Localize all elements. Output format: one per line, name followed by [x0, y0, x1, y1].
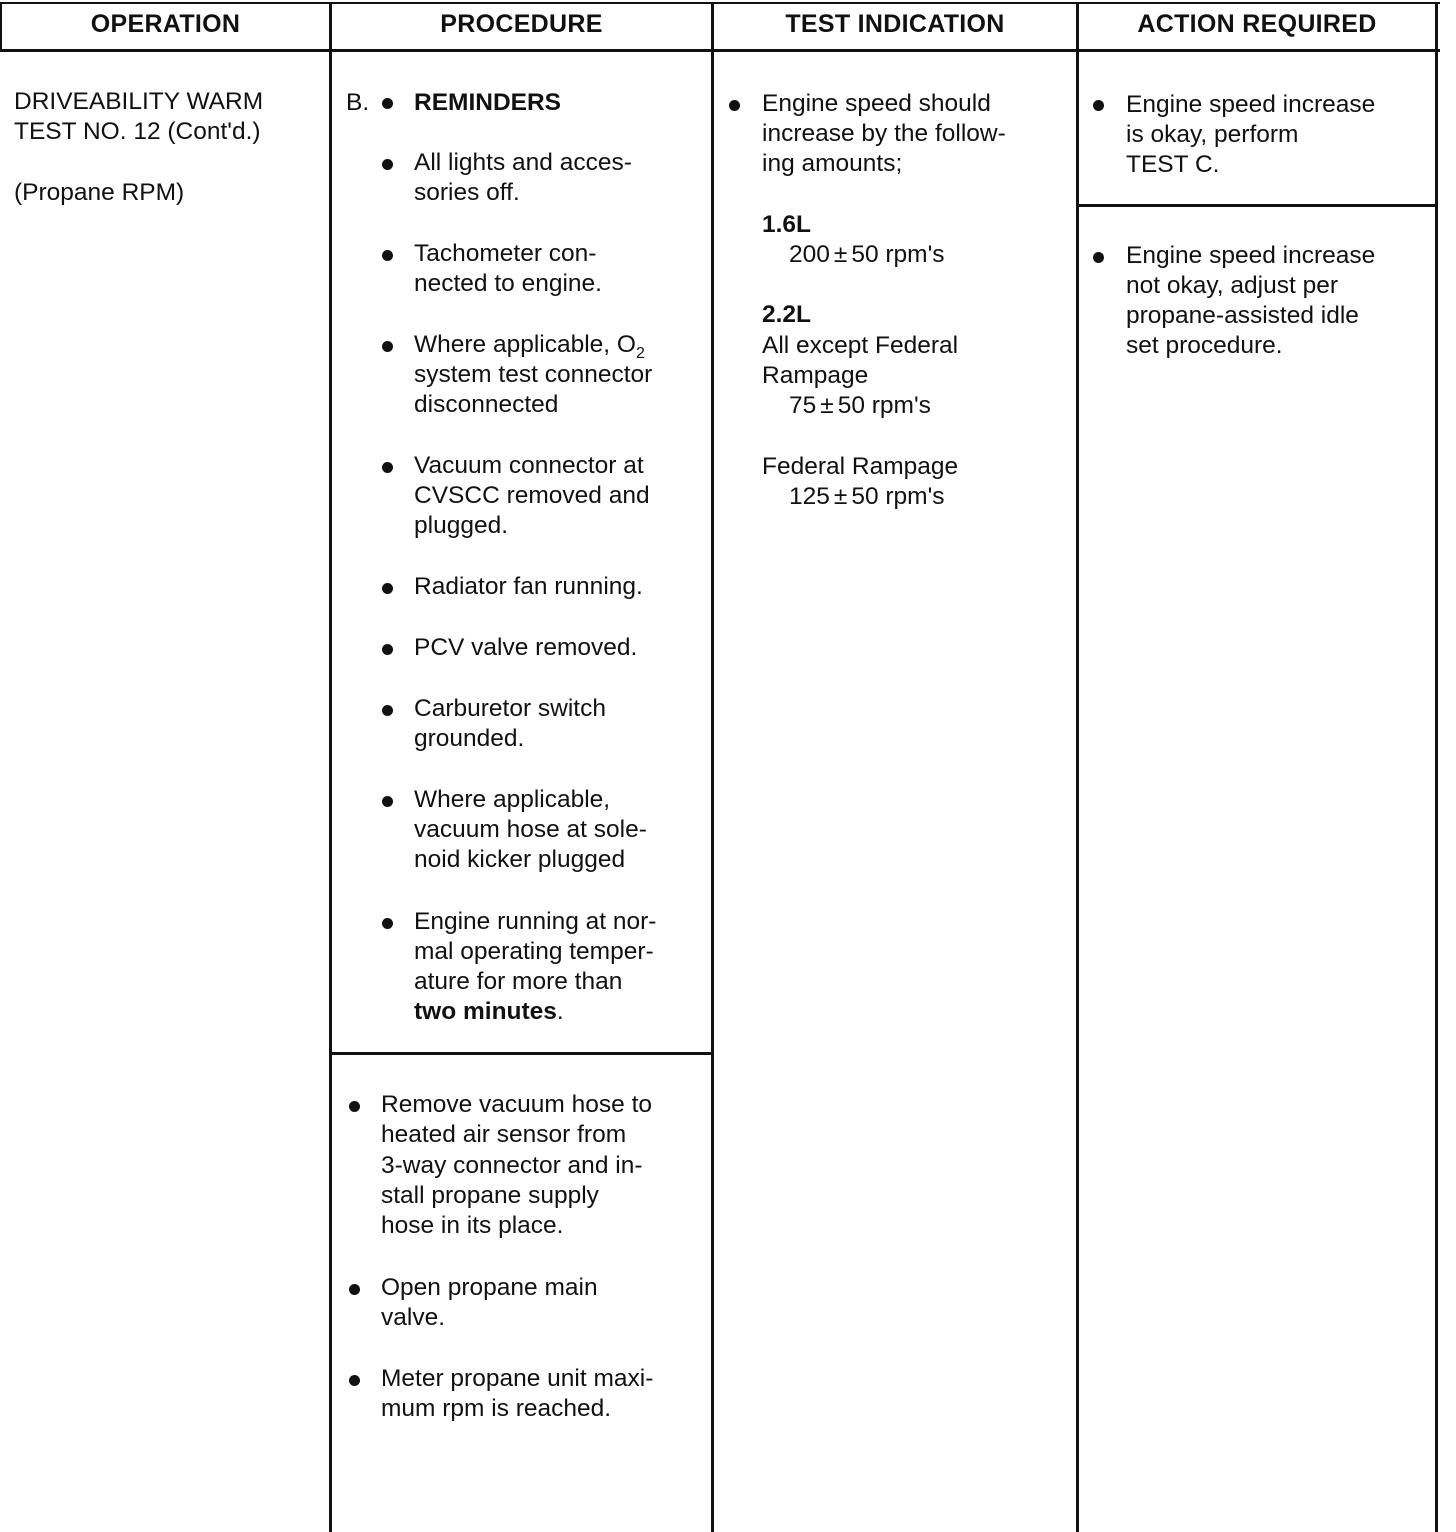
plus-minus-icon: ± — [833, 483, 848, 510]
action-line: Engine speed increase — [1126, 242, 1376, 269]
reminder-line: PCV valve removed. — [414, 634, 638, 661]
reminder-line: nected to engine. — [414, 270, 602, 297]
o2-subscript: 2 — [635, 344, 645, 362]
step-line: 3-way connector and in- — [381, 1152, 643, 1179]
engine-2-2l-label: 2.2L — [762, 301, 812, 328]
bullet-icon — [382, 341, 393, 352]
spec-value: 75 — [789, 392, 817, 419]
reminder-line: Vacuum connector at — [414, 452, 644, 479]
emphasis-text: two minutes — [414, 998, 557, 1025]
spec-value: 125 — [789, 483, 830, 510]
header-action-required: ACTION REQUIRED — [1137, 10, 1377, 38]
divider-operation-procedure — [329, 2, 332, 1532]
step-line: hose in its place. — [381, 1212, 564, 1239]
reminder-line: Where applicable, — [414, 786, 611, 813]
step-line: mum rpm is reached. — [381, 1395, 612, 1422]
operation-subtitle: (Propane RPM) — [14, 179, 185, 206]
spec-tolerance: 50 rpm's — [851, 241, 945, 268]
reminder-line: Tachometer con- — [414, 240, 597, 267]
header-test-indication: TEST INDICATION — [785, 10, 1005, 38]
reminder-line: vacuum hose at sole- — [414, 816, 647, 843]
bullet-icon — [382, 705, 393, 716]
reminder-line: sories off. — [414, 179, 520, 206]
bullet-icon — [382, 918, 393, 929]
step-line: Meter propane unit maxi- — [381, 1365, 654, 1392]
bullet-icon — [729, 100, 740, 111]
bullet-icon — [382, 250, 393, 261]
spec-value: 200 — [789, 241, 830, 268]
step-line: Remove vacuum hose to — [381, 1091, 652, 1118]
reminder-line: plugged. — [414, 512, 509, 539]
indication-line: increase by the follow- — [762, 120, 1006, 147]
reminder-line: Carburetor switch — [414, 695, 606, 722]
bullet-icon — [382, 644, 393, 655]
reminder-line: grounded. — [414, 725, 525, 752]
spec-tolerance: 50 rpm's — [851, 483, 945, 510]
header-operation: OPERATION — [90, 10, 241, 38]
indication-line: Rampage — [762, 362, 869, 389]
bullet-icon — [349, 1101, 360, 1112]
reminder-text: Where applicable, O — [414, 331, 636, 358]
step-line: heated air sensor from — [381, 1121, 627, 1148]
action-section-divider — [1079, 204, 1438, 207]
reminder-line: Radiator fan running. — [414, 573, 643, 600]
federal-rampage-label: Federal Rampage — [762, 453, 959, 480]
action-line: set procedure. — [1126, 332, 1283, 359]
action-line: Engine speed increase — [1126, 91, 1376, 118]
reminder-line: All lights and acces- — [414, 149, 632, 176]
indication-line: All except Federal — [762, 332, 959, 359]
bullet-icon — [382, 462, 393, 473]
engine-1-6l-label: 1.6L — [762, 211, 812, 238]
action-line: propane-assisted idle — [1126, 302, 1359, 329]
reminder-line: CVSCC removed and — [414, 482, 650, 509]
step-line: valve. — [381, 1304, 446, 1331]
header-procedure: PROCEDURE — [440, 10, 603, 38]
bullet-icon — [382, 98, 393, 109]
reminder-line: Engine running at nor- — [414, 908, 657, 935]
action-line: is okay, perform — [1126, 121, 1299, 148]
engine-2-2l-spec — [789, 391, 931, 421]
divider-procedure-indication — [711, 2, 714, 1532]
right-border — [1435, 2, 1438, 1532]
step-line: stall propane supply — [381, 1182, 599, 1209]
procedure-section-divider — [332, 1052, 714, 1055]
reminders-heading: REMINDERS — [414, 89, 562, 116]
indication-line: Engine speed should — [762, 90, 991, 117]
spec-tolerance: 50 rpm's — [837, 392, 931, 419]
operation-title-line1: DRIVEABILITY WARM — [14, 88, 264, 115]
header-bottom-border — [0, 49, 1440, 52]
indication-line: ing amounts; — [762, 150, 903, 177]
reminder-line: mal operating temper- — [414, 938, 654, 965]
reminder-line: ature for more than — [414, 968, 623, 995]
plus-minus-icon: ± — [833, 241, 848, 268]
action-line: TEST C. — [1126, 151, 1220, 178]
step-line: Open propane main — [381, 1274, 598, 1301]
bullet-icon — [349, 1375, 360, 1386]
reminder-line — [414, 997, 564, 1027]
bullet-icon — [382, 159, 393, 170]
plus-minus-icon: ± — [820, 392, 834, 419]
reminder-line: system test connector — [414, 361, 653, 388]
reminder-text: . — [556, 998, 564, 1025]
section-letter: B. — [346, 89, 370, 116]
reminder-line: disconnected — [414, 391, 559, 418]
engine-1-6l-spec — [789, 240, 945, 270]
operation-title-line2: TEST NO. 12 (Cont'd.) — [14, 118, 261, 145]
reminder-line: noid kicker plugged — [414, 846, 626, 873]
bullet-icon — [349, 1284, 360, 1295]
bullet-icon — [1093, 252, 1104, 263]
divider-indication-action — [1076, 2, 1079, 1532]
bullet-icon — [1093, 100, 1104, 111]
table-top-border — [0, 2, 1440, 4]
federal-rampage-spec — [789, 482, 945, 512]
bullet-icon — [382, 583, 393, 594]
bullet-icon — [382, 796, 393, 807]
action-line: not okay, adjust per — [1126, 272, 1339, 299]
